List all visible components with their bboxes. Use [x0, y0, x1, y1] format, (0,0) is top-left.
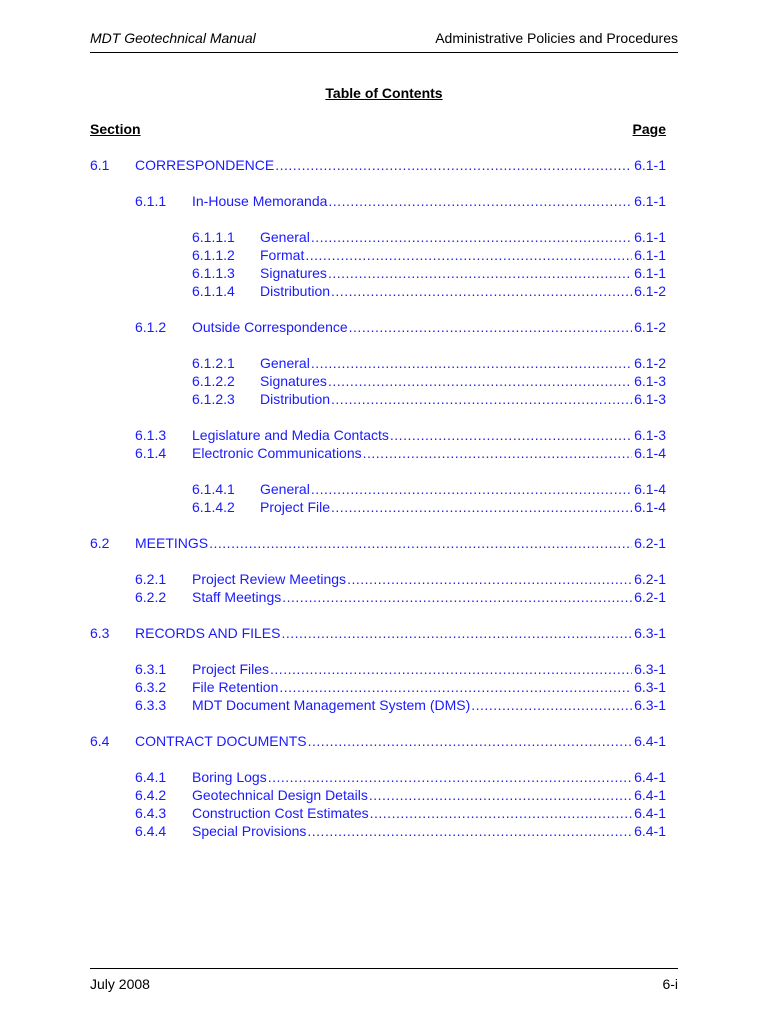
- toc-entry-number: 6.1.1.1: [192, 229, 235, 245]
- toc-entry[interactable]: [90, 660, 666, 678]
- toc-entry[interactable]: [90, 822, 666, 840]
- toc-entry[interactable]: [90, 804, 666, 822]
- toc-entry-number: 6.3: [90, 625, 110, 641]
- toc-entry-title: In-House Memoranda: [192, 193, 328, 209]
- toc-entry[interactable]: [90, 480, 666, 498]
- toc-entry-title: Construction Cost Estimates: [192, 805, 369, 821]
- toc-entry-link[interactable]: [192, 678, 666, 696]
- toc-entry[interactable]: [90, 192, 666, 210]
- toc-spacer: [90, 174, 666, 192]
- toc-entry-link[interactable]: [135, 624, 666, 642]
- toc-entry-title: MDT Document Management System (DMS): [192, 697, 471, 713]
- toc-entry-page: 6.3-1: [634, 625, 666, 641]
- toc-entry-number: 6.1.1.4: [192, 283, 235, 299]
- toc-entry-number: 6.4: [90, 733, 110, 749]
- table-of-contents: [90, 156, 666, 840]
- toc-spacer: [90, 552, 666, 570]
- toc-entry[interactable]: [90, 732, 666, 750]
- manual-title: MDT Geotechnical Manual: [90, 30, 256, 46]
- toc-entry-number: 6.4.4: [135, 823, 167, 839]
- dot-leader: [331, 390, 632, 408]
- toc-spacer: [90, 462, 666, 480]
- dot-leader: [370, 804, 632, 822]
- toc-entry-number: 6.1.3: [135, 427, 167, 443]
- toc-entry-link[interactable]: [192, 588, 666, 606]
- toc-entry[interactable]: [90, 786, 666, 804]
- page-heading: Page: [632, 121, 666, 137]
- toc-entry-page: 6.1-3: [634, 391, 666, 407]
- dot-leader: [275, 156, 632, 174]
- toc-entry-link[interactable]: [135, 156, 666, 174]
- toc-entry-number: 6.4.3: [135, 805, 167, 821]
- toc-entry-number: 6.3.1: [135, 661, 167, 677]
- toc-entry-link[interactable]: [192, 570, 666, 588]
- toc-entry-page: 6.4-1: [634, 823, 666, 839]
- toc-entry[interactable]: [90, 588, 666, 606]
- dot-leader: [331, 498, 632, 516]
- toc-entry[interactable]: [90, 246, 666, 264]
- toc-entry-link[interactable]: [260, 282, 666, 300]
- chapter-title: Administrative Policies and Procedures: [435, 30, 678, 46]
- toc-entry-title: General: [260, 481, 310, 497]
- toc-entry-number: 6.1.4.2: [192, 499, 235, 515]
- dot-leader: [209, 534, 632, 552]
- toc-entry-number: 6.3.2: [135, 679, 167, 695]
- toc-spacer: [90, 606, 666, 624]
- toc-entry-link[interactable]: [260, 480, 666, 498]
- toc-entry-page: 6.1-1: [634, 229, 666, 245]
- header-divider: [90, 52, 678, 53]
- toc-entry-page: 6.1-3: [634, 427, 666, 443]
- toc-entry-page: 6.1-1: [634, 247, 666, 263]
- toc-entry-number: 6.1.2.1: [192, 355, 235, 371]
- toc-entry-page: 6.1-1: [634, 193, 666, 209]
- toc-entry-number: 6.1.1.2: [192, 247, 235, 263]
- footer-date: July 2008: [90, 976, 150, 992]
- toc-entry-page: 6.1-3: [634, 373, 666, 389]
- toc-entry-link[interactable]: [192, 804, 666, 822]
- toc-entry-page: 6.1-1: [634, 265, 666, 281]
- dot-leader: [363, 444, 632, 462]
- toc-entry-page: 6.1-4: [634, 445, 666, 461]
- toc-entry-link[interactable]: [260, 264, 666, 282]
- dot-leader: [305, 246, 632, 264]
- toc-entry-link[interactable]: [192, 822, 666, 840]
- toc-entry-page: 6.1-4: [634, 481, 666, 497]
- dot-leader: [281, 624, 632, 642]
- toc-entry-page: 6.2-1: [634, 589, 666, 605]
- toc-entry-number: 6.1.4.1: [192, 481, 235, 497]
- page-title: Table of Contents: [325, 85, 443, 101]
- toc-entry-number: 6.1.2.2: [192, 373, 235, 389]
- toc-entry-title: Project Files: [192, 661, 270, 677]
- toc-entry[interactable]: [90, 678, 666, 696]
- dot-leader: [311, 228, 632, 246]
- toc-entry[interactable]: [90, 426, 666, 444]
- toc-entry-link[interactable]: [260, 246, 666, 264]
- dot-leader: [282, 588, 632, 606]
- page-header: [90, 29, 678, 47]
- toc-entry[interactable]: [90, 264, 666, 282]
- toc-entry-title: File Retention: [192, 679, 279, 695]
- toc-entry-link[interactable]: [192, 696, 666, 714]
- toc-entry-page: 6.3-1: [634, 661, 666, 677]
- toc-entry-title: MEETINGS: [135, 535, 209, 551]
- column-headings: [90, 120, 666, 138]
- toc-spacer: [90, 642, 666, 660]
- toc-entry-page: 6.2-1: [634, 535, 666, 551]
- toc-entry-page: 6.1-2: [634, 319, 666, 335]
- toc-entry-page: 6.4-1: [634, 787, 666, 803]
- toc-entry[interactable]: [90, 282, 666, 300]
- dot-leader: [349, 318, 632, 336]
- toc-spacer: [90, 516, 666, 534]
- toc-spacer: [90, 210, 666, 228]
- toc-entry-number: 6.2.2: [135, 589, 167, 605]
- toc-entry-title: Signatures: [260, 373, 327, 389]
- toc-entry-link[interactable]: [260, 372, 666, 390]
- dot-leader: [347, 570, 632, 588]
- toc-entry-title: General: [260, 355, 310, 371]
- toc-entry[interactable]: [90, 498, 666, 516]
- toc-entry-title: Legislature and Media Contacts: [192, 427, 389, 443]
- toc-entry-title: Staff Meetings: [192, 589, 282, 605]
- toc-entry-title: Geotechnical Design Details: [192, 787, 368, 803]
- toc-entry-link[interactable]: [135, 732, 666, 750]
- toc-entry-page: 6.1-4: [634, 499, 666, 515]
- toc-entry-number: 6.4.2: [135, 787, 167, 803]
- toc-entry-title: Boring Logs: [192, 769, 267, 785]
- toc-entry-page: 6.3-1: [634, 679, 666, 695]
- toc-entry-page: 6.1-2: [634, 355, 666, 371]
- toc-spacer: [90, 336, 666, 354]
- toc-entry-title: Signatures: [260, 265, 327, 281]
- toc-entry-link[interactable]: [192, 660, 666, 678]
- toc-entry[interactable]: [90, 390, 666, 408]
- toc-entry-link[interactable]: [135, 534, 666, 552]
- dot-leader: [471, 696, 632, 714]
- toc-entry-link[interactable]: [192, 426, 666, 444]
- toc-entry[interactable]: [90, 624, 666, 642]
- toc-entry-number: 6.2: [90, 535, 110, 551]
- toc-entry-number: 6.3.3: [135, 697, 167, 713]
- dot-leader: [311, 480, 632, 498]
- toc-entry-title: RECORDS AND FILES: [135, 625, 281, 641]
- toc-entry-number: 6.1: [90, 157, 110, 173]
- toc-entry-link[interactable]: [192, 768, 666, 786]
- dot-leader: [328, 192, 632, 210]
- toc-entry-link[interactable]: [192, 444, 666, 462]
- toc-entry[interactable]: [90, 318, 666, 336]
- dot-leader: [279, 678, 632, 696]
- footer-divider: [90, 968, 678, 969]
- dot-leader: [311, 354, 632, 372]
- dot-leader: [270, 660, 632, 678]
- toc-entry-number: 6.4.1: [135, 769, 167, 785]
- toc-spacer: [90, 300, 666, 318]
- toc-entry[interactable]: [90, 444, 666, 462]
- toc-entry[interactable]: [90, 372, 666, 390]
- dot-leader: [268, 768, 632, 786]
- page-number: 6-i: [662, 976, 678, 992]
- dot-leader: [369, 786, 632, 804]
- toc-entry-title: General: [260, 229, 310, 245]
- toc-entry-link[interactable]: [260, 498, 666, 516]
- dot-leader: [308, 732, 632, 750]
- toc-spacer: [90, 408, 666, 426]
- toc-entry[interactable]: [90, 228, 666, 246]
- dot-leader: [328, 372, 632, 390]
- toc-entry-page: 6.1-1: [634, 157, 666, 173]
- toc-entry[interactable]: [90, 570, 666, 588]
- toc-entry-link[interactable]: [192, 192, 666, 210]
- toc-entry-page: 6.4-1: [634, 733, 666, 749]
- toc-entry-number: 6.1.4: [135, 445, 167, 461]
- toc-spacer: [90, 714, 666, 732]
- toc-entry[interactable]: [90, 354, 666, 372]
- toc-entry-page: 6.4-1: [634, 805, 666, 821]
- toc-entry[interactable]: [90, 696, 666, 714]
- toc-entry-title: Special Provisions: [192, 823, 307, 839]
- toc-entry-title: CORRESPONDENCE: [135, 157, 275, 173]
- toc-entry-page: 6.2-1: [634, 571, 666, 587]
- toc-entry-page: 6.4-1: [634, 769, 666, 785]
- section-heading: Section: [90, 121, 141, 137]
- toc-entry-page: 6.3-1: [634, 697, 666, 713]
- toc-entry-number: 6.1.2.3: [192, 391, 235, 407]
- toc-entry[interactable]: [90, 534, 666, 552]
- toc-entry-number: 6.2.1: [135, 571, 167, 587]
- toc-entry-title: Format: [260, 247, 305, 263]
- toc-entry-link[interactable]: [260, 390, 666, 408]
- toc-entry-title: Distribution: [260, 283, 331, 299]
- dot-leader: [331, 282, 632, 300]
- toc-entry[interactable]: [90, 768, 666, 786]
- toc-entry-title: Electronic Communications: [192, 445, 362, 461]
- toc-entry-number: 6.1.1: [135, 193, 167, 209]
- toc-entry-page: 6.1-2: [634, 283, 666, 299]
- toc-entry-link[interactable]: [260, 228, 666, 246]
- toc-spacer: [90, 750, 666, 768]
- toc-entry-title: Project Review Meetings: [192, 571, 347, 587]
- toc-entry-title: Outside Correspondence: [192, 319, 348, 335]
- toc-entry[interactable]: [90, 156, 666, 174]
- dot-leader: [328, 264, 632, 282]
- toc-entry-link[interactable]: [260, 354, 666, 372]
- toc-entry-title: CONTRACT DOCUMENTS: [135, 733, 307, 749]
- dot-leader: [390, 426, 632, 444]
- toc-entry-link[interactable]: [192, 318, 666, 336]
- dot-leader: [307, 822, 632, 840]
- page-footer: [90, 975, 678, 993]
- toc-entry-title: Project File: [260, 499, 331, 515]
- toc-entry-number: 6.1.1.3: [192, 265, 235, 281]
- toc-entry-number: 6.1.2: [135, 319, 167, 335]
- toc-entry-title: Distribution: [260, 391, 331, 407]
- toc-entry-link[interactable]: [192, 786, 666, 804]
